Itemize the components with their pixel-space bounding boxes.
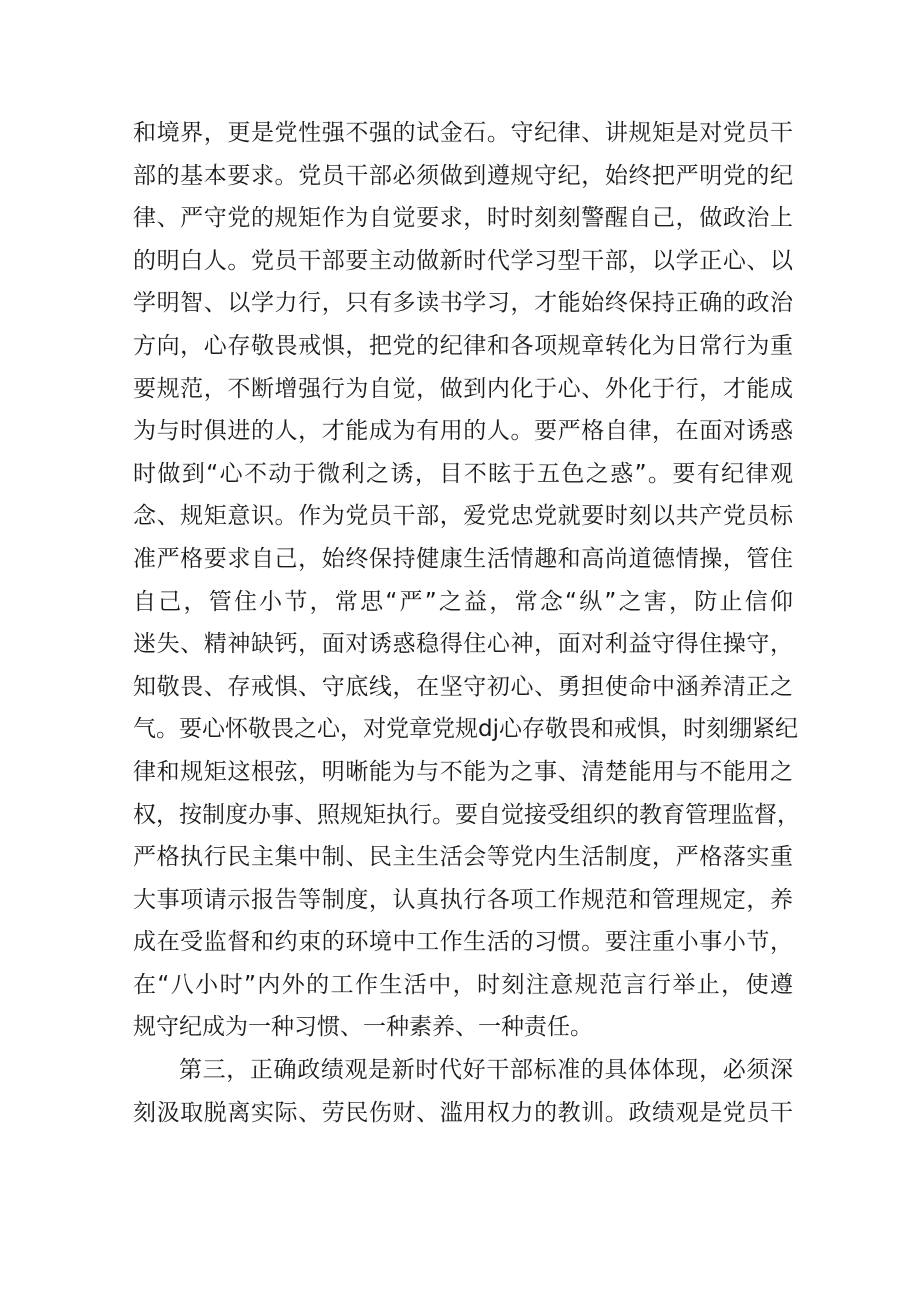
paragraph xyxy=(133,112,800,1049)
text-line: 为与时俱进的人，才能成为有用的人。要严格自律，在面对诱惑 xyxy=(133,418,793,445)
text-line: 方向，心存敬畏戒惧，把党的纪律和各项规章转化为日常行为重 xyxy=(133,332,793,359)
text-line: 严格执行民主集中制、民主生活会等党内生活制度，严格落实重 xyxy=(133,844,793,871)
text-line: 的明白人。党员干部要主动做新时代学习型干部，以学正心、以 xyxy=(133,247,793,274)
text-line: 刻汲取脱离实际、劳民伤财、滥用权力的教训。政绩观是党员干 xyxy=(133,1099,793,1126)
text-line: 知敬畏、存戒惧、守底线，在坚守初心、勇担使命中涵养清正之 xyxy=(133,673,793,700)
text-line: 在“八小时”内外的工作生活中，时刻注意规范言行举止，使遵 xyxy=(133,971,793,998)
text-line: 要规范，不断增强行为自觉，做到内化于心、外化于行，才能成 xyxy=(133,375,793,402)
text-line: 和境界，更是党性强不强的试金石。守纪律、讲规矩是对党员干 xyxy=(133,120,793,146)
text-line: 时做到“心不动于微利之诱，目不眩于五色之惑”。要有纪律观 xyxy=(133,460,793,487)
text-line: 律、严守党的规矩作为自觉要求，时时刻刻警醒自己，做政治上 xyxy=(133,205,793,232)
text-line: 成在受监督和约束的环境中工作生活的习惯。要注重小事小节， xyxy=(133,929,793,956)
text-line: 部的基本要求。党员干部必须做到遵规守纪，始终把严明党的纪 xyxy=(133,162,793,189)
body-text xyxy=(133,112,800,1134)
text-line: 学明智、以学力行，只有多读书学习，才能始终保持正确的政治 xyxy=(133,290,793,317)
paragraph xyxy=(133,1049,793,1134)
text-line: 迷失、精神缺钙，面对诱惑稳得住心神，面对利益守得住操守， xyxy=(133,631,793,658)
text-line: 规守纪成为一种习惯、一种素养、一种责任。 xyxy=(133,1014,593,1041)
text-line: 念、规矩意识。作为党员干部，爱党忠党就要时刻以共产党员标 xyxy=(133,503,793,530)
text-line: 权，按制度办事、照规矩执行。要自觉接受组织的教育管理监督， xyxy=(133,801,800,828)
text-line: 自己，管住小节，常思“严”之益，常念“纵”之害，防止信仰 xyxy=(133,588,793,615)
text-line: 准严格要求自己，始终保持健康生活情趣和高尚道德情操，管住 xyxy=(133,545,793,572)
text-line: 律和规矩这根弦，明晰能为与不能为之事、清楚能用与不能用之 xyxy=(133,758,793,785)
text-line: 气。要心怀敬畏之心，对党章党规dj心存敬畏和戒惧，时刻绷紧纪 xyxy=(133,716,798,743)
text-line: 大事项请示报告等制度，认真执行各项工作规范和管理规定，养 xyxy=(133,886,793,913)
text-line: 第三，正确政绩观是新时代好干部标准的具体体现，必须深 xyxy=(179,1057,793,1084)
